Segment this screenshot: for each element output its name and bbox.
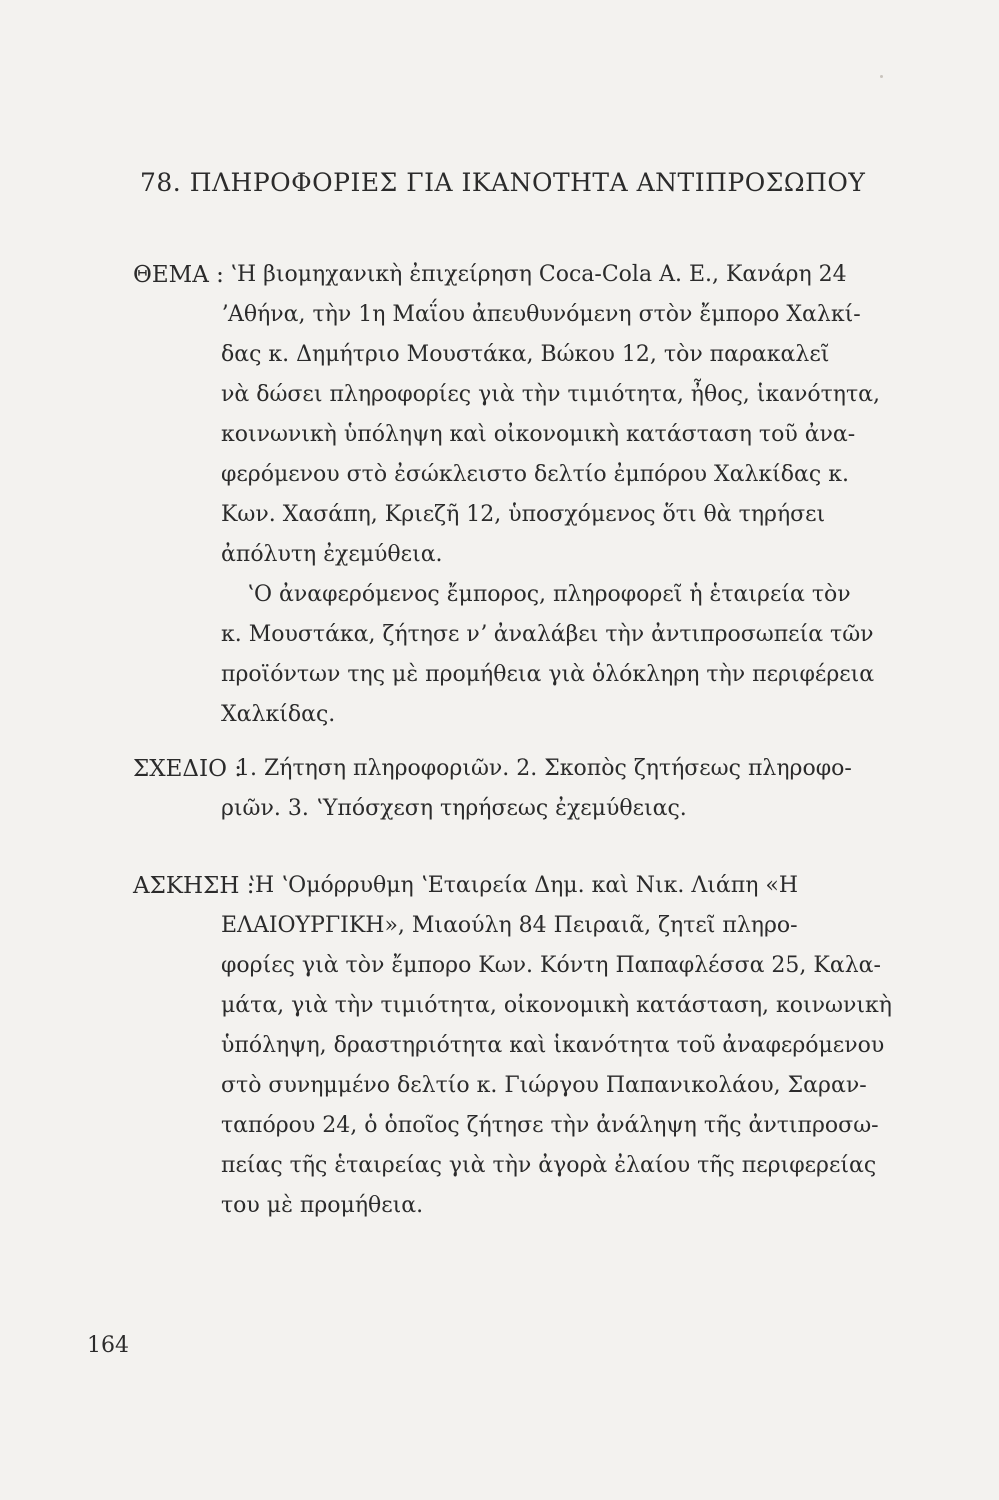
page-title: 78. ΠΛΗΡΟΦΟΡΙΕΣ ΓΙΑ ΙΚΑΝΟΤΗΤΑ ΑΝΤΙΠΡΟΣΩΠΟΥ (140, 168, 866, 197)
askisi-line: πείας τῆς ἑταιρείας γιὰ τὴν ἀγορὰ ἐλαίου τῆς περιφερείας (221, 1153, 877, 1178)
askisi-line: μάτα, γιὰ τὴν τιμιότητα, οἰκονομικὴ κατάσταση, κοινωνικὴ (221, 993, 892, 1018)
paper-speck (880, 75, 883, 78)
thema-line: ʼΑθήνα, τὴν 1η Μαΐου ἀπευθυνόμενη στὸν ἔμπορο Χαλκί- (221, 302, 861, 327)
askisi-line: ὑπόληψη, δραστηριότητα καὶ ἱκανότητα τοῦ ἀναφερόμενου (221, 1033, 885, 1058)
thema-line: ʽΟ ἀναφερόμενος ἔμπορος, πληροφορεῖ ἡ ἑταιρεία τὸν (247, 582, 851, 607)
schedio-label: ΣΧΕΔΙΟ : (133, 756, 243, 782)
thema-line: νὰ δώσει πληροφορίες γιὰ τὴν τιμιότητα, ἦθος, ἱκανότητα, (221, 382, 881, 407)
askisi-line: ταπόρου 24, ὁ ὁποῖος ζήτησε τὴν ἀνάληψη τῆς ἀντιπροσω- (221, 1113, 879, 1138)
askisi-label: ΑΣΚΗΣΗ : (133, 873, 255, 899)
schedio-line: ριῶν. 3. ʽΥπόσχεση τηρήσεως ἐχεμύθειας. (221, 796, 687, 821)
thema-line: προϊόντων της μὲ προμήθεια γιὰ ὁλόκληρη τὴν περιφέρεια (221, 662, 875, 687)
askisi-line: στὸ συνημμένο δελτίο κ. Γιώργου Παπανικολάου, Σαραν- (221, 1073, 867, 1098)
thema-line: ἀπόλυτη ἐχεμύθεια. (221, 542, 443, 567)
thema-line: Κων. Χασάπη, Κριεζῆ 12, ὑποσχόμενος ὅτι θὰ τηρήσει (221, 502, 826, 527)
thema-line: κ. Μουστάκα, ζήτησε νʼ ἀναλάβει τὴν ἀντιπροσωπεία τῶν (221, 622, 874, 647)
thema-line: δας κ. Δημήτριο Μουστάκα, Βώκου 12, τὸν παρακαλεῖ (221, 342, 830, 367)
askisi-line: φορίες γιὰ τὸν ἔμπορο Κων. Κόντη Παπαφλέσσα 25, Καλα- (221, 953, 881, 978)
askisi-line: ΕΛΑΙΟΥΡΓΙΚΗ», Μιαούλη 84 Πειραιᾶ, ζητεῖ πληρο- (221, 913, 798, 938)
thema-label: ΘΕΜΑ : (133, 262, 224, 288)
thema-line: φερόμενου στὸ ἐσώκλειστο δελτίο ἐμπόρου Χαλκίδας κ. (221, 462, 849, 487)
thema-line: Χαλκίδας. (221, 702, 336, 727)
page-number: 164 (87, 1333, 129, 1358)
thema-line: κοινωνικὴ ὑπόληψη καὶ οἰκονομικὴ κατάσταση τοῦ ἀνα- (221, 422, 856, 447)
schedio-line: 1. Ζήτηση πληροφοριῶν. 2. Σκοπὸς ζητήσεως πληροφο- (236, 756, 852, 781)
askisi-line: ʽΗ ʽΟμόρρυθμη ʽΕταιρεία Δημ. καὶ Νικ. Λιάπη «Η (248, 873, 799, 898)
askisi-line: του μὲ προμήθεια. (221, 1193, 424, 1218)
thema-line: ʽΗ βιομηχανικὴ ἐπιχείρηση Coca-Cola A. E., Κανάρη 24 (230, 262, 847, 287)
